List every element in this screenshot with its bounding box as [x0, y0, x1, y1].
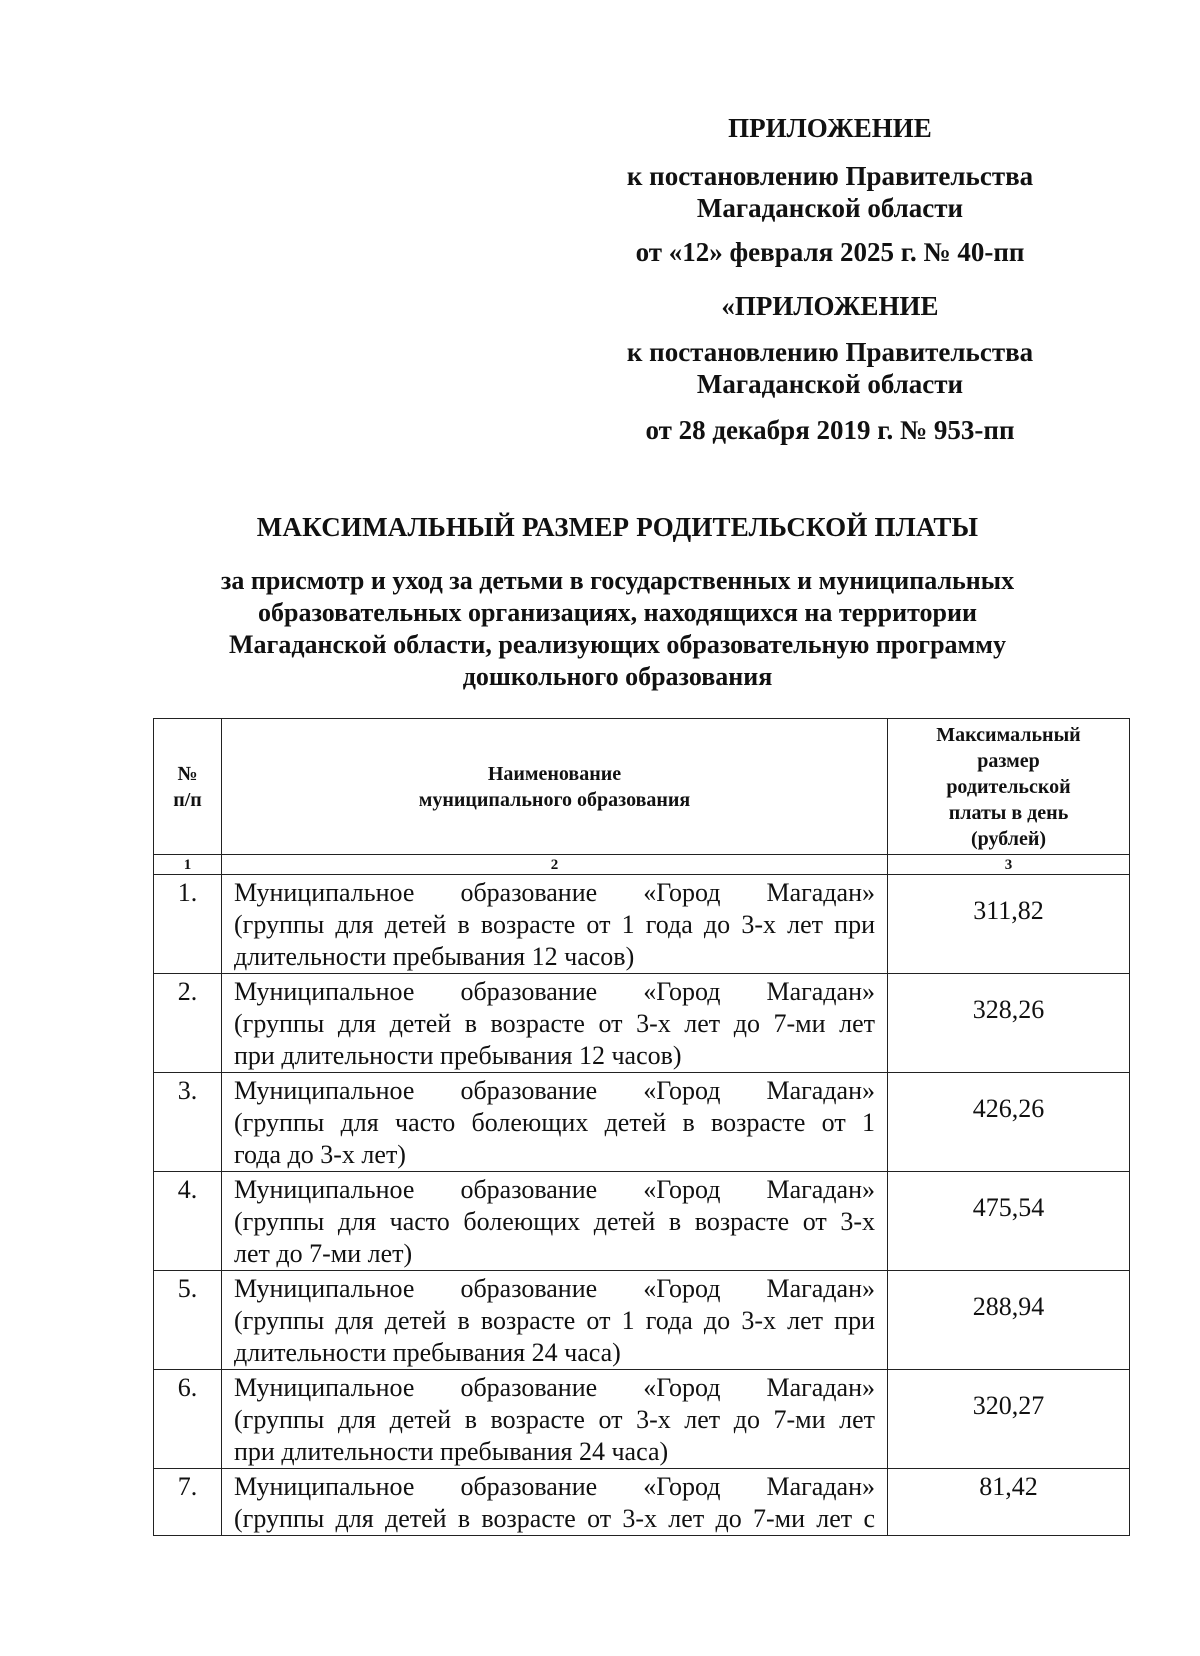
municipality-line: (группы для детей в возрасте от 3-х лет до 7-ми лет с — [234, 1504, 875, 1533]
header-fee-line3: родительской — [946, 775, 1071, 798]
max-fee-value: 426,26 — [888, 1073, 1130, 1172]
municipality-line: длительности пребывания 12 часов) — [234, 942, 635, 971]
municipality-line: Муниципальное образование «Город Магадан» — [234, 1472, 875, 1501]
document-subtitle — [150, 565, 1085, 693]
max-fee-value: 475,54 — [888, 1172, 1130, 1271]
municipality-cell — [222, 1370, 888, 1469]
row-number: 3. — [154, 1073, 222, 1172]
to-decree-line1: к постановлению Правительства — [626, 161, 1034, 191]
header-municipality — [222, 719, 888, 855]
table-row — [154, 1172, 1130, 1271]
to-decree-line2: Магаданской области — [696, 193, 964, 223]
table-row — [154, 1073, 1130, 1172]
municipality-line: года до 3-х лет) — [234, 1140, 406, 1169]
orig-to-decree-line2: Магаданской области — [696, 369, 964, 399]
appendix-quoted-label: «ПРИЛОЖЕНИЕ — [721, 291, 939, 321]
municipality-line: Муниципальное образование «Город Магадан» — [234, 1175, 875, 1204]
table-row — [154, 1370, 1130, 1469]
header-municipality-line2: муниципального образования — [418, 788, 691, 811]
municipality-cell — [222, 1469, 888, 1536]
header-number — [154, 719, 222, 855]
column-number: 1 — [154, 855, 222, 875]
header-number-line1: № — [177, 762, 198, 785]
row-number: 7. — [154, 1469, 222, 1536]
header-fee-line1: Максимальный — [936, 723, 1081, 746]
municipality-line: (группы для детей в возрасте от 3-х лет до 7-ми лет — [234, 1405, 875, 1434]
subtitle-line2: образовательных организациях, находящихся на территории — [258, 598, 977, 627]
max-fee-value: 328,26 — [888, 974, 1130, 1073]
municipality-cell — [222, 1271, 888, 1370]
municipality-line: (группы для детей в возрасте от 1 года до 3-х лет при — [234, 1306, 875, 1335]
orig-decree-date: от 28 декабря 2019 г. № 953-пп — [645, 415, 1015, 445]
header-fee-line4: платы в день — [948, 801, 1069, 824]
max-fee-value: 320,27 — [888, 1370, 1130, 1469]
table-row — [154, 1469, 1130, 1536]
table-row — [154, 974, 1130, 1073]
column-number: 3 — [888, 855, 1130, 875]
subtitle-line4: дошкольного образования — [462, 662, 773, 691]
max-fee-value: 81,42 — [888, 1469, 1130, 1536]
table-row — [154, 875, 1130, 974]
max-fee-value: 288,94 — [888, 1271, 1130, 1370]
row-number: 6. — [154, 1370, 222, 1469]
row-number: 4. — [154, 1172, 222, 1271]
orig-to-decree-line1: к постановлению Правительства — [626, 337, 1034, 367]
document-title: МАКСИМАЛЬНЫЙ РАЗМЕР РОДИТЕЛЬСКОЙ ПЛАТЫ — [256, 512, 979, 542]
municipality-cell — [222, 974, 888, 1073]
municipality-line: при длительности пребывания 24 часа) — [234, 1437, 669, 1466]
municipality-cell — [222, 1073, 888, 1172]
column-number-row — [154, 855, 1130, 875]
row-number: 1. — [154, 875, 222, 974]
municipality-line: Муниципальное образование «Город Магадан» — [234, 1076, 875, 1105]
row-number: 2. — [154, 974, 222, 1073]
subtitle-line1: за присмотр и уход за детьми в государственных и муниципальных — [220, 566, 1015, 595]
appendix-header — [580, 112, 1080, 446]
municipality-cell — [222, 875, 888, 974]
header-number-line2: п/п — [173, 788, 202, 811]
municipality-line: (группы для часто болеющих детей в возрасте от 3-х — [234, 1207, 875, 1236]
column-number: 2 — [222, 855, 888, 875]
municipality-line: лет до 7-ми лет) — [234, 1239, 413, 1268]
header-fee-line2: размер — [977, 749, 1040, 772]
table-row — [154, 1271, 1130, 1370]
header-fee-line5: (рублей) — [970, 827, 1047, 850]
municipality-line: Муниципальное образование «Город Магадан» — [234, 878, 875, 907]
decree-date: от «12» февраля 2025 г. № 40-пп — [635, 237, 1025, 267]
max-fee-value: 311,82 — [888, 875, 1130, 974]
header-max-fee — [888, 719, 1130, 855]
municipality-line: (группы для детей в возрасте от 1 года до 3-х лет при — [234, 910, 875, 939]
row-number: 5. — [154, 1271, 222, 1370]
table-header-row — [154, 719, 1130, 855]
municipality-line: Муниципальное образование «Город Магадан» — [234, 1373, 875, 1402]
appendix-label: ПРИЛОЖЕНИЕ — [728, 113, 932, 143]
municipality-line: Муниципальное образование «Город Магадан» — [234, 977, 875, 1006]
municipality-cell — [222, 1172, 888, 1271]
fee-table — [153, 718, 1130, 1536]
subtitle-line3: Магаданской области, реализующих образовательную программу — [229, 630, 1006, 659]
municipality-line: при длительности пребывания 12 часов) — [234, 1041, 682, 1070]
header-municipality-line1: Наименование — [487, 762, 622, 785]
municipality-line: Муниципальное образование «Город Магадан» — [234, 1274, 875, 1303]
municipality-line: (группы для детей в возрасте от 3-х лет до 7-ми лет — [234, 1009, 875, 1038]
municipality-line: (группы для часто болеющих детей в возрасте от 1 — [234, 1108, 875, 1137]
municipality-line: длительности пребывания 24 часа) — [234, 1338, 621, 1367]
